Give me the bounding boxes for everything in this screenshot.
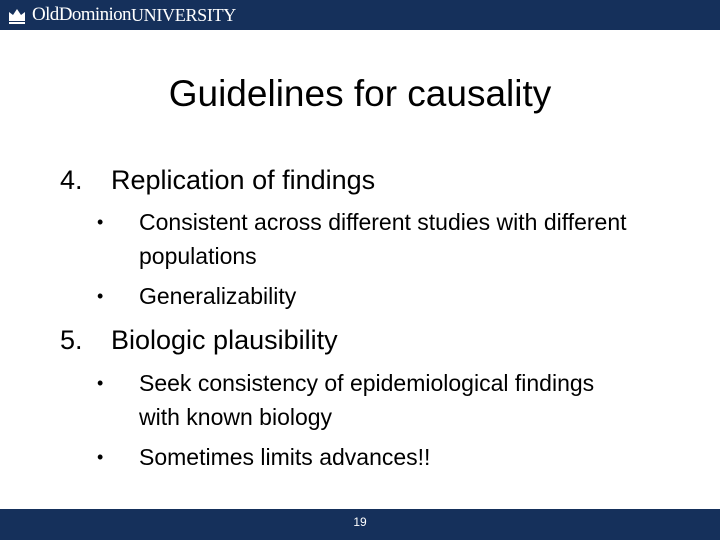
bullet-glyph: • xyxy=(97,286,104,306)
bullet-glyph: • xyxy=(97,447,104,467)
university-logo xyxy=(6,3,236,27)
logo-name: OldDominion xyxy=(32,4,131,25)
bullet-item xyxy=(97,205,639,273)
logo-university: UNIVERSITY xyxy=(130,4,236,25)
item-label: Biologic plausibility xyxy=(111,325,338,355)
numbered-item-plausibility xyxy=(60,324,338,356)
bullet-text: Generalizability xyxy=(139,283,297,309)
numbered-item-replication xyxy=(60,164,375,196)
page-number: 19 xyxy=(353,515,367,529)
bullet-text: Consistent across different studies with different populations xyxy=(139,209,627,269)
bullet-glyph: • xyxy=(97,212,104,232)
bullet-item xyxy=(97,366,639,434)
bullet-item xyxy=(97,440,639,474)
bullet-glyph: • xyxy=(97,373,104,393)
crown-icon xyxy=(6,4,28,26)
item-number: 5. xyxy=(60,325,83,355)
header-bar xyxy=(0,0,720,30)
item-number: 4. xyxy=(60,165,83,195)
bullet-text: Sometimes limits advances!! xyxy=(139,444,431,470)
bullet-item xyxy=(97,279,639,313)
slide-title: Guidelines for causality xyxy=(168,73,552,114)
item-label: Replication of findings xyxy=(111,165,376,195)
bullet-text: Seek consistency of epidemiological findings with known biology xyxy=(139,370,595,430)
